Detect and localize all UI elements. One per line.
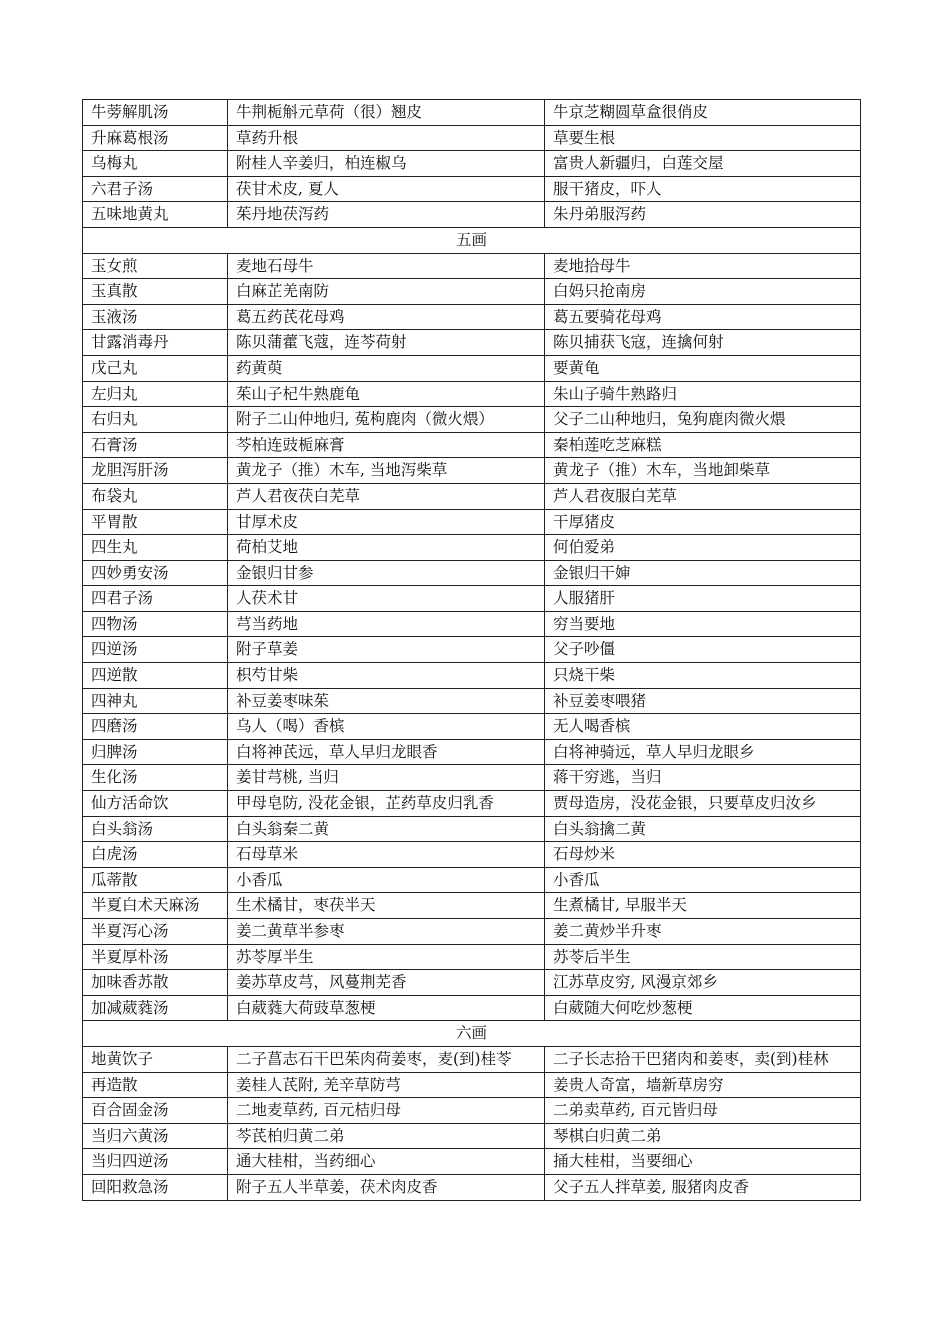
formula-ingredients: 附子草姜 [228, 637, 545, 663]
table-row [83, 816, 861, 842]
formula-mnemonic: 金银归干婶 [545, 560, 861, 586]
formula-ingredients: 姜甘芎桃, 当归 [228, 765, 545, 791]
table-row [83, 714, 861, 740]
formula-ingredients: 姜桂人芪附, 羌辛草防芎 [228, 1072, 545, 1098]
formula-mnemonic: 江苏草皮穷, 风漫京郊乡 [545, 970, 861, 996]
table-row [83, 944, 861, 970]
table-row [83, 560, 861, 586]
formula-name: 四君子汤 [83, 586, 228, 612]
table-row [83, 688, 861, 714]
formula-name: 四逆散 [83, 663, 228, 689]
formula-name: 当归六黄汤 [83, 1123, 228, 1149]
formula-name: 四妙勇安汤 [83, 560, 228, 586]
formula-name: 白头翁汤 [83, 816, 228, 842]
formula-mnemonic: 捅大桂柑，当要细心 [545, 1149, 861, 1175]
table-row [83, 355, 861, 381]
formula-name: 四神丸 [83, 688, 228, 714]
formula-ingredients: 黄龙子（推）木车, 当地泻柴草 [228, 458, 545, 484]
formula-mnemonic: 干厚猪皮 [545, 509, 861, 535]
table-row [83, 791, 861, 817]
formula-mnemonic: 白头翁擒二黄 [545, 816, 861, 842]
table-row [83, 765, 861, 791]
formula-ingredients: 枳芍甘柴 [228, 663, 545, 689]
table-row [83, 739, 861, 765]
formula-ingredients: 附子二山仲地归, 菟枸鹿肉（微火煨） [228, 407, 545, 433]
formula-ingredients: 金银归甘参 [228, 560, 545, 586]
formula-name: 半夏厚朴汤 [83, 944, 228, 970]
formula-mnemonic: 补豆姜枣喂猪 [545, 688, 861, 714]
formula-ingredients: 茯甘术皮, 夏人 [228, 176, 545, 202]
formula-ingredients: 芩芪柏归黄二弟 [228, 1123, 545, 1149]
table-row [83, 1123, 861, 1149]
formula-ingredients: 姜二黄草半参枣 [228, 919, 545, 945]
formula-name: 地黄饮子 [83, 1046, 228, 1072]
table-row [83, 970, 861, 996]
formula-ingredients: 通大桂柑，当药细心 [228, 1149, 545, 1175]
formula-name: 升麻葛根汤 [83, 125, 228, 151]
formula-ingredients: 甲母皂防, 没花金银，芷药草皮归乳香 [228, 791, 545, 817]
formula-name: 四磨汤 [83, 714, 228, 740]
formula-name: 瓜蒂散 [83, 867, 228, 893]
table-row [83, 1098, 861, 1124]
formula-mnemonic: 麦地拾母牛 [545, 253, 861, 279]
formula-mnemonic: 无人喝香槟 [545, 714, 861, 740]
formula-mnemonic: 二子长志拾干巴猪肉和姜枣，卖(到)桂林 [545, 1046, 861, 1072]
formula-ingredients: 芦人君夜茯白芜草 [228, 483, 545, 509]
formula-mnemonic: 琴棋白归黄二弟 [545, 1123, 861, 1149]
formula-ingredients: 生术橘甘，枣茯半天 [228, 893, 545, 919]
formula-mnemonic: 草要生根 [545, 125, 861, 151]
formula-mnemonic: 秦柏莲吃芝麻糕 [545, 432, 861, 458]
formula-name: 牛蒡解肌汤 [83, 100, 228, 126]
formula-name: 乌梅丸 [83, 151, 228, 177]
formula-name: 布袋丸 [83, 483, 228, 509]
formula-ingredients: 陈贝蒲藿飞蔻，连芩荷射 [228, 330, 545, 356]
formula-name: 四逆汤 [83, 637, 228, 663]
table-row [83, 509, 861, 535]
table-row [83, 867, 861, 893]
formula-ingredients: 荷柏艾地 [228, 535, 545, 561]
formula-mnemonic: 姜二黄炒半升枣 [545, 919, 861, 945]
formula-ingredients: 二子菖志石干巴茱肉荷姜枣，麦(到)桂苓 [228, 1046, 545, 1072]
formula-ingredients: 草药升根 [228, 125, 545, 151]
formula-name: 戊己丸 [83, 355, 228, 381]
formula-name: 左归丸 [83, 381, 228, 407]
formula-mnemonic: 白将神骑远，草人早归龙眼乡 [545, 739, 861, 765]
formula-name: 甘露消毒丹 [83, 330, 228, 356]
table-row [83, 637, 861, 663]
formula-mnemonic: 二弟卖草药, 百元皆归母 [545, 1098, 861, 1124]
formula-ingredients: 芎当药地 [228, 611, 545, 637]
formula-mnemonic: 石母炒米 [545, 842, 861, 868]
formula-name: 四物汤 [83, 611, 228, 637]
formula-ingredients: 药黄萸 [228, 355, 545, 381]
formula-ingredients: 石母草米 [228, 842, 545, 868]
formula-mnemonic: 要黄龟 [545, 355, 861, 381]
formula-mnemonic: 生煮橘甘, 早服半天 [545, 893, 861, 919]
formula-ingredients: 姜苏草皮芎，风蔓荆芜香 [228, 970, 545, 996]
table-row [83, 483, 861, 509]
formula-mnemonic: 服干猪皮，吓人 [545, 176, 861, 202]
table-row [83, 202, 861, 228]
formula-name: 五味地黄丸 [83, 202, 228, 228]
formula-name: 回阳救急汤 [83, 1174, 228, 1200]
formula-ingredients: 甘厚术皮 [228, 509, 545, 535]
formula-mnemonic: 蒋干穷逃，当归 [545, 765, 861, 791]
formula-mnemonic: 朱山子骑牛熟路归 [545, 381, 861, 407]
formula-ingredients: 白葳蕤大荷豉草葱梗 [228, 995, 545, 1021]
formula-ingredients: 芩柏连豉栀麻膏 [228, 432, 545, 458]
table-row [83, 176, 861, 202]
formula-mnemonic: 富贵人新疆归，白莲交屋 [545, 151, 861, 177]
formula-name: 四生丸 [83, 535, 228, 561]
formula-mnemonic: 父子吵僵 [545, 637, 861, 663]
table-row [83, 125, 861, 151]
formula-ingredients: 白将神芪远，草人早归龙眼香 [228, 739, 545, 765]
table-row [83, 253, 861, 279]
formula-name: 玉液汤 [83, 304, 228, 330]
formula-mnemonic: 穷当要地 [545, 611, 861, 637]
table-row [83, 586, 861, 612]
formula-mnemonic: 芦人君夜服白芜草 [545, 483, 861, 509]
table-row [83, 1149, 861, 1175]
formula-mnemonic: 陈贝捕获飞寇，连擒何射 [545, 330, 861, 356]
formula-mnemonic-document [82, 99, 860, 1201]
formula-ingredients: 人茯术甘 [228, 586, 545, 612]
formula-name: 白虎汤 [83, 842, 228, 868]
table-row [83, 381, 861, 407]
table-row [83, 407, 861, 433]
formula-name: 再造散 [83, 1072, 228, 1098]
formula-name: 百合固金汤 [83, 1098, 228, 1124]
table-row [83, 663, 861, 689]
table-row [83, 919, 861, 945]
table-row [83, 304, 861, 330]
formula-ingredients: 白麻芷羌南防 [228, 279, 545, 305]
table-row [83, 100, 861, 126]
formula-name: 半夏泻心汤 [83, 919, 228, 945]
formula-name: 右归丸 [83, 407, 228, 433]
formula-name: 加减葳蕤汤 [83, 995, 228, 1021]
formula-mnemonic: 小香瓜 [545, 867, 861, 893]
section-header-row [83, 1021, 861, 1047]
formula-mnemonic: 父子二山种地归，兔狗鹿肉微火煨 [545, 407, 861, 433]
formula-mnemonic: 牛京芝糊圆草盒很俏皮 [545, 100, 861, 126]
formula-ingredients: 附桂人辛姜归，柏连椒乌 [228, 151, 545, 177]
formula-name: 玉真散 [83, 279, 228, 305]
formula-ingredients: 补豆姜枣味茱 [228, 688, 545, 714]
formula-name: 龙胆泻肝汤 [83, 458, 228, 484]
formula-ingredients: 茱山子杞牛熟鹿龟 [228, 381, 545, 407]
table-row [83, 535, 861, 561]
formula-name: 归脾汤 [83, 739, 228, 765]
formula-ingredients: 牛荆栀斛元草荷（很）翘皮 [228, 100, 545, 126]
table-row [83, 330, 861, 356]
formula-ingredients: 麦地石母牛 [228, 253, 545, 279]
formula-mnemonic: 苏苓后半生 [545, 944, 861, 970]
table-row [83, 1072, 861, 1098]
formula-ingredients: 附子五人半草姜，茯术肉皮香 [228, 1174, 545, 1200]
formula-mnemonic: 父子五人拌草姜, 服猪肉皮香 [545, 1174, 861, 1200]
table-row [83, 611, 861, 637]
formula-ingredients: 乌人（喝）香槟 [228, 714, 545, 740]
formula-mnemonic: 人服猪肝 [545, 586, 861, 612]
formula-mnemonic: 姜贵人奇富，墙新草房穷 [545, 1072, 861, 1098]
table-row [83, 151, 861, 177]
table-row [83, 995, 861, 1021]
formula-ingredients: 茱丹地茯泻药 [228, 202, 545, 228]
formula-name: 玉女煎 [83, 253, 228, 279]
section-header-row [83, 227, 861, 253]
formula-table-body [83, 100, 861, 1201]
formula-name: 加味香苏散 [83, 970, 228, 996]
table-row [83, 432, 861, 458]
table-row [83, 279, 861, 305]
formula-ingredients: 白头翁秦二黄 [228, 816, 545, 842]
formula-ingredients: 小香瓜 [228, 867, 545, 893]
formula-name: 平胃散 [83, 509, 228, 535]
formula-mnemonic: 葛五要骑花母鸡 [545, 304, 861, 330]
formula-mnemonic: 贾母造房，没花金银，只要草皮归汝乡 [545, 791, 861, 817]
formula-name: 当归四逆汤 [83, 1149, 228, 1175]
table-row [83, 1046, 861, 1072]
formula-name: 生化汤 [83, 765, 228, 791]
formula-ingredients: 葛五药芪花母鸡 [228, 304, 545, 330]
formula-mnemonic: 白妈只抢南房 [545, 279, 861, 305]
formula-mnemonic: 只烧干柴 [545, 663, 861, 689]
table-row [83, 842, 861, 868]
formula-name: 仙方活命饮 [83, 791, 228, 817]
formula-mnemonic: 黄龙子（推）木车，当地卸柴草 [545, 458, 861, 484]
stroke-count-section-title: 六画 [83, 1021, 861, 1047]
table-row [83, 458, 861, 484]
formula-mnemonic: 何伯爱弟 [545, 535, 861, 561]
table-row [83, 893, 861, 919]
formula-mnemonic: 白葳随大何吃炒葱梗 [545, 995, 861, 1021]
formula-ingredients: 苏苓厚半生 [228, 944, 545, 970]
formula-name: 六君子汤 [83, 176, 228, 202]
formula-mnemonic-table [82, 99, 861, 1201]
formula-name: 石膏汤 [83, 432, 228, 458]
formula-ingredients: 二地麦草药, 百元桔归母 [228, 1098, 545, 1124]
formula-name: 半夏白术天麻汤 [83, 893, 228, 919]
table-row [83, 1174, 861, 1200]
stroke-count-section-title: 五画 [83, 227, 861, 253]
formula-mnemonic: 朱丹弟服泻药 [545, 202, 861, 228]
